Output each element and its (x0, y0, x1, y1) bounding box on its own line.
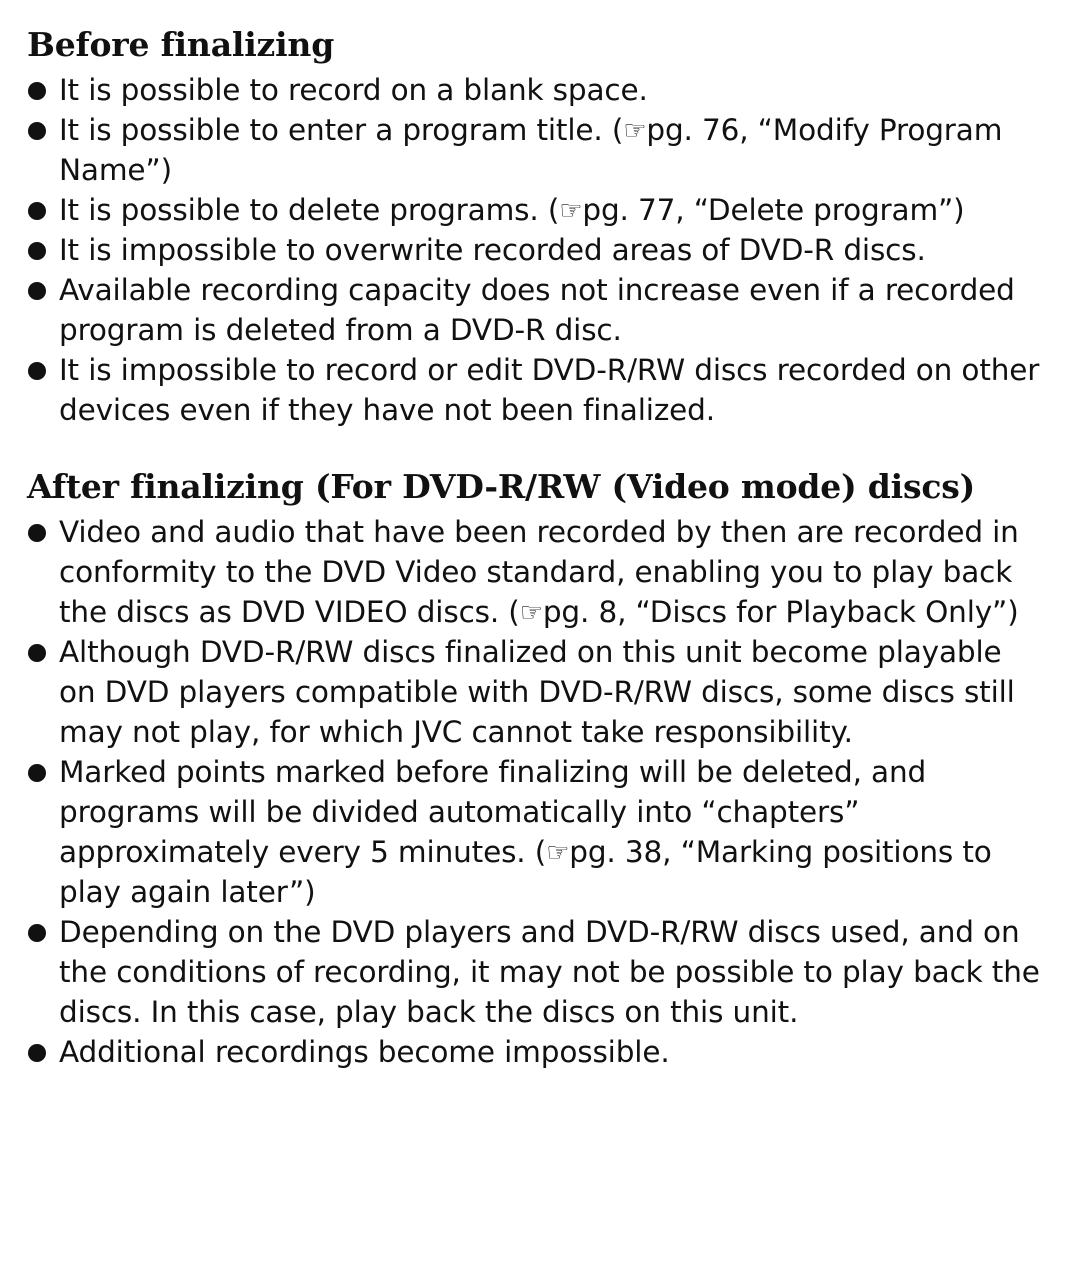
list-item (27, 110, 1040, 190)
section-heading: Before finalizing (27, 25, 335, 64)
item-text: It is impossible to record or edit DVD-R/RW discs recorded on other devices even if they have not been finalized. (59, 353, 1040, 427)
page-reference: pg. 8, “Discs for Playback Only”) (542, 595, 1019, 629)
list-item (27, 912, 1040, 1032)
after-finalizing-section (27, 464, 1040, 1072)
item-text: Video and audio that have been recorded by then are recorded in conformity to the DVD Video standard, enabling you to play back the discs as DVD VIDEO discs. ( (59, 515, 1019, 629)
before-finalizing-section (27, 22, 1040, 430)
item-text: It is impossible to overwrite recorded areas of DVD-R discs. (59, 233, 926, 267)
pointing-hand-icon: ☞ (623, 116, 647, 146)
list-item (27, 230, 1040, 270)
list-item (27, 70, 1040, 110)
item-text: It is possible to enter a program title. ( (59, 113, 624, 147)
bullet-list (27, 70, 1040, 430)
pointing-hand-icon: ☞ (519, 598, 543, 628)
list-item (27, 752, 1040, 912)
list-item (27, 1032, 1040, 1072)
page-reference: pg. 77, “Delete program”) (582, 193, 965, 227)
item-text: Although DVD-R/RW discs finalized on this unit become playable on DVD players compatible with DVD-R/RW discs, some discs still may not play, for which JVC cannot take responsibility. (59, 635, 1015, 749)
list-item (27, 350, 1040, 430)
item-text: It is possible to delete programs. ( (59, 193, 560, 227)
item-text: Additional recordings become impossible. (59, 1035, 670, 1069)
page-reference: pg. 38, “Marking positions to play again later”) (59, 835, 992, 909)
list-item (27, 632, 1040, 752)
pointing-hand-icon: ☞ (546, 838, 570, 868)
bullet-list (27, 512, 1040, 1072)
pointing-hand-icon: ☞ (559, 196, 583, 226)
page-reference: pg. 76, “Modify Program Name”) (59, 113, 1003, 187)
list-item (27, 190, 1040, 230)
item-text: It is possible to record on a blank space. (59, 73, 648, 107)
item-text: Marked points marked before finalizing will be deleted, and programs will be divided automatically into “chapters” approximately every 5 minutes. ( (59, 755, 927, 869)
item-text: Depending on the DVD players and DVD-R/RW discs used, and on the conditions of recording, it may not be possible to play back the discs. In this case, play back the discs on this unit. (59, 915, 1040, 1029)
list-item (27, 270, 1040, 350)
item-text: Available recording capacity does not increase even if a recorded program is deleted from a DVD-R disc. (59, 273, 1015, 347)
section-heading: After finalizing (For DVD-R/RW (Video mode) discs) (27, 467, 976, 506)
list-item (27, 512, 1040, 632)
